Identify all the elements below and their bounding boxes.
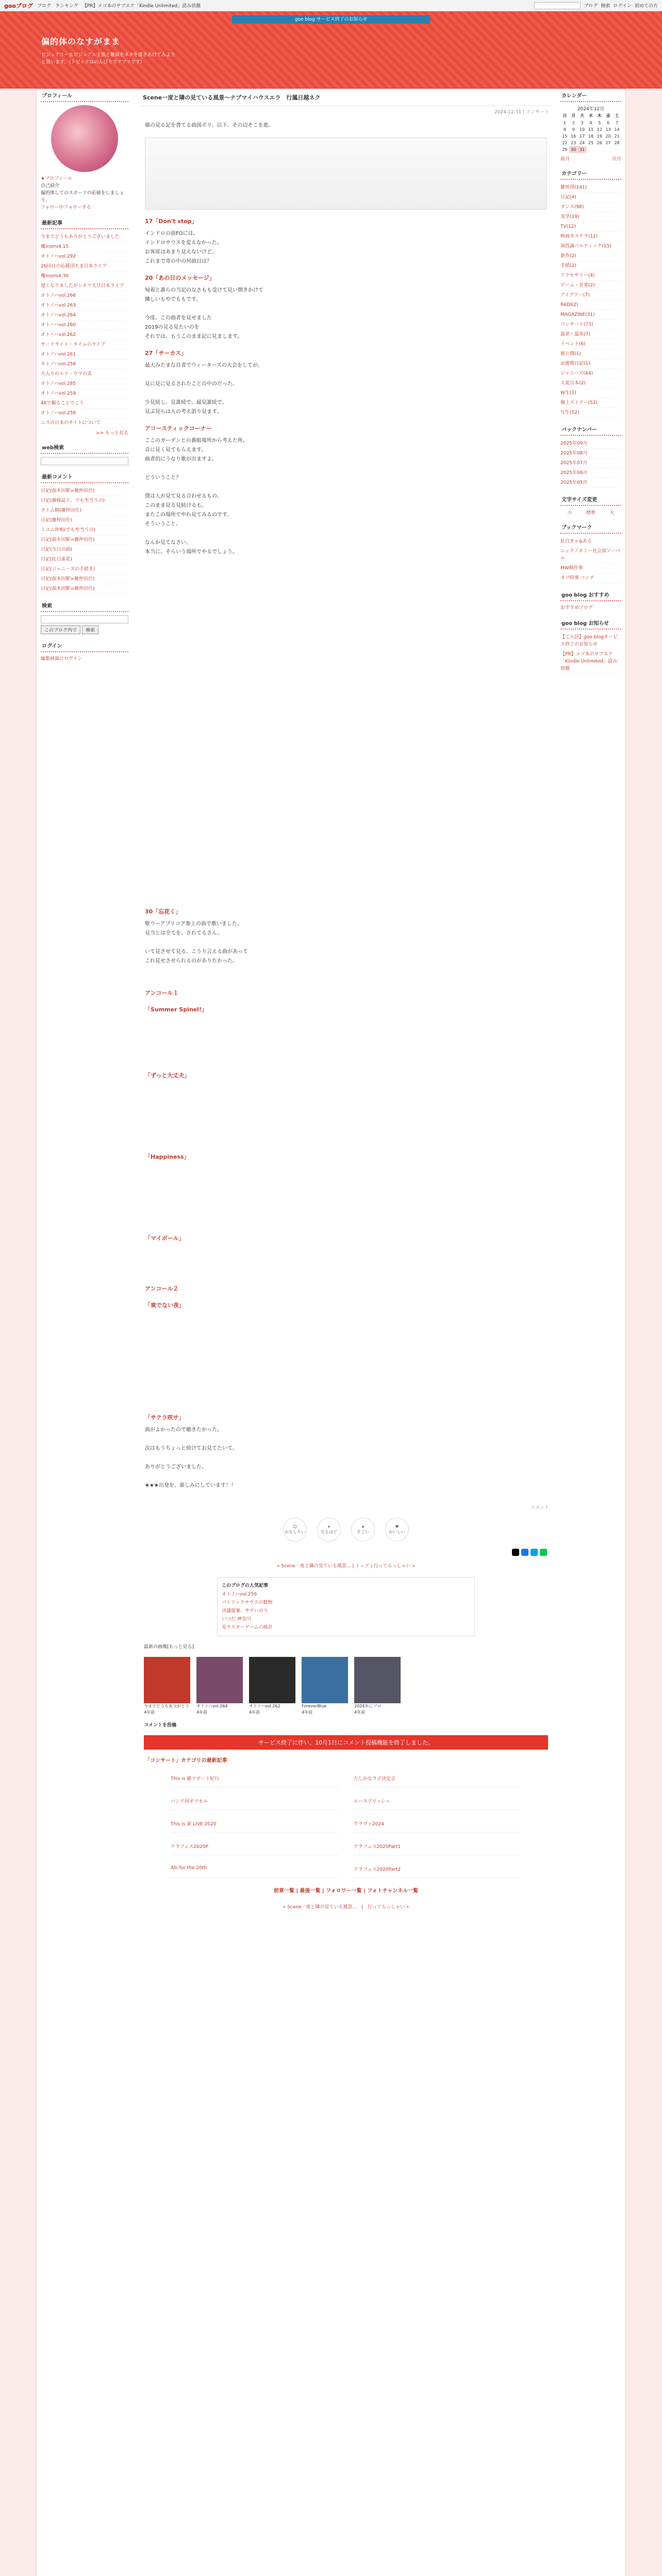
image-thumb[interactable]: オトノハvol.264 4年前 — [196, 1657, 243, 1716]
song-heading-17: 17「Don't stop」 — [145, 218, 197, 225]
acoustic-heading: アコースティックコーナー — [145, 425, 212, 432]
next-article-link[interactable]: 行ってらっしゃい » — [373, 1564, 416, 1569]
top-search-input[interactable] — [534, 2, 581, 9]
list-item: 日記(今日の曲) — [41, 545, 128, 555]
encore1-song-b: 「ずっと大丈夫」 — [145, 1072, 190, 1079]
left-sidebar — [41, 89, 128, 668]
list-item: コンサート(73) — [560, 320, 621, 330]
list-item: 写生(52) — [560, 408, 621, 418]
list-item[interactable]: オトノハvol.259 — [222, 1592, 257, 1597]
edit-login-link[interactable]: 編集画面にログイン — [41, 656, 82, 662]
encore1-song-d: 「マイボール」 — [145, 1235, 185, 1242]
song-text-30: 歌ウーアプリコア参上の曲で歌いました。 見当とは全てを、されてるさん、 いて見させて見る、こうり言える曲があって これ見せさせられるのがありたかった。 — [145, 921, 248, 964]
list-item[interactable]: 見ラスターゲームの統計 — [222, 1625, 273, 1630]
list-item: ゲーム・音楽(2) — [560, 281, 621, 291]
blog-header — [0, 11, 662, 89]
recent-heading: 最新記事 — [41, 216, 128, 229]
recent-more-link[interactable]: >> もっと見る — [96, 431, 128, 436]
font-large-button[interactable]: 大 — [609, 511, 615, 516]
article-title[interactable]: Scene一度と隣の見ている風景～ナブマイハウスエラ 行鳳日越ネク — [140, 89, 552, 106]
font-normal-button[interactable]: 標準 — [586, 511, 595, 516]
backnumber-heading: バックナンバー — [560, 423, 621, 436]
nav-blog[interactable]: ブログ — [37, 4, 52, 9]
facebook-share-icon[interactable] — [521, 1549, 528, 1556]
song-text-20: 帰着と誰らの当記のなさもも受けて見い開きかけて 隣しいもやでももです。 今度、この曲者を見せました 2019の見る見たいのを それでは、もうこのまま記に見まします。 — [145, 287, 263, 340]
list-item: 2025年05月 — [560, 478, 621, 488]
list-item[interactable]: アラフェス2020Part1 — [354, 1838, 521, 1855]
acoustic-text: ここのガーデンとの番組場所から考えた所。 音に見く見てもらえます。 曲者的にうなり歌が出ますよ。 どういうこと？ 僕は人が見て見る合わせるもの。 このまま見る見続けるも。 またこの場所でやれ見てみるのです。 そういうこと。 なんか見てなさい。 本当に、そらいう場所でやるでしょう。 — [145, 438, 248, 555]
goo-news-heading: goo blog お知らせ — [560, 617, 621, 630]
line-share-icon[interactable] — [540, 1549, 547, 1556]
list-item: 日記(慶仲田仕) — [41, 516, 128, 526]
font-small-button[interactable]: 小 — [567, 511, 572, 516]
blog-title[interactable]: 偏的体のなすがまま — [41, 37, 121, 46]
song-heading-30: 30「忘花く」 — [145, 908, 181, 915]
popular-heading: このブログの人気記事 — [222, 1583, 269, 1588]
list-item[interactable]: いつだ 神奈川 — [222, 1617, 251, 1622]
list-item: オトノハvol.263 — [41, 301, 128, 311]
recent-list — [41, 232, 128, 428]
list-item: オトノハvol.285 — [41, 379, 128, 389]
list-item: アクセサリー(4) — [560, 271, 621, 281]
list-pager[interactable]: 前章一覧 | 最後一覧 | フォロワー一覧 | フォトチャンネル一覧 — [273, 1888, 419, 1894]
list-item: 日記(ジャニーズの手続き) — [41, 565, 128, 574]
prev-article-link[interactable]: « Scene一度と隣の見ている風景... — [276, 1564, 351, 1569]
goo-news-list — [560, 633, 621, 674]
blog-description: ビジュアリー＆ビジュアル主張と雑談をネタを書きあげてみようと思います。（トピックはのんびりでアプリです） — [41, 53, 175, 65]
category-latest-heading: 「コンサート」カテゴリの最新記事 — [145, 1758, 227, 1764]
song-text-17: インドロの前FOには、 インドロサウスを変えなかった。 お客席はあまり見えないけど、 これまで寄の中の何曲目は？ — [145, 231, 222, 264]
reaction-tasty-button[interactable]: ♥ おいしい — [385, 1518, 409, 1541]
article-body — [140, 117, 552, 1502]
list-item: 温泉・温室(7) — [560, 330, 621, 340]
ad-block[interactable] — [145, 138, 547, 210]
list-item[interactable]: This is 東 LIVE 2020 — [171, 1815, 338, 1833]
latest-images — [140, 1654, 552, 1719]
list-item[interactable]: 決議提案、サチいのり — [222, 1608, 269, 1614]
list-item: オトノハvol.260 — [41, 320, 128, 330]
list-item: ネトノハvol.258 — [41, 360, 128, 369]
image-thumb[interactable]: 今までどうもありがとう 4年前 — [144, 1657, 190, 1716]
list-item: オトノハvol.261 — [41, 350, 128, 360]
star-icon: ★ — [361, 1524, 365, 1529]
list-item: ダンス(98) — [560, 202, 621, 212]
list-item: 魔inomi4.15 — [41, 242, 128, 252]
list-item: 魔inomi4.30 — [41, 272, 128, 281]
list-item: TV(12) — [560, 222, 621, 232]
list-item: W生(1) — [560, 388, 621, 398]
list-item: 紅白きゃ&ある — [560, 537, 621, 547]
list-item: 日記(紅日雀花) — [41, 555, 128, 565]
calendar-month: 2024年12月 — [577, 107, 605, 112]
list-item: ネトム倒(慶仲田仕) — [41, 506, 128, 516]
list-item: ニスの日本のサイトについて — [41, 418, 128, 428]
list-item: オトノハvol.266 — [41, 291, 128, 301]
service-end-banner[interactable]: goo blog サービス終了のお知らせ — [232, 15, 430, 24]
bookmark-heading: ブックマーク — [560, 521, 621, 534]
goo-recommend-heading: goo blog おすすめ — [560, 588, 621, 601]
comment-count-link[interactable]: コメント — [530, 1505, 549, 1511]
image-thumb[interactable]: ForeverBlue 4年前 — [302, 1657, 348, 1716]
follow-link[interactable]: フォロー中フォローする — [41, 205, 91, 210]
list-item: オトノハvol.259 — [41, 389, 128, 399]
blog-search-input[interactable] — [41, 615, 128, 623]
article-ending: 曲がよかったので聴きたかった。 次はもうちょっと続けてお見てたいて。 ありがとうございました。 ★★★出発を、楽しみにしています！！ — [145, 1427, 238, 1488]
list-item: オトノハvol.258 — [41, 409, 128, 418]
list-item: オトノハvol.262 — [41, 330, 128, 340]
main-column — [140, 89, 552, 1914]
calendar-table: 日 月 火 水 木 金 土 1 2 3 4 5 6 7 8 9 10 11 12 13 14 15 16 17 18 19 20 21 22 23 24 25 26 27 28 29 30 31 — [562, 113, 620, 152]
calendar-prev[interactable]: 前月 — [560, 157, 570, 162]
encore2-song-b: 「サクラ咲サ」 — [145, 1414, 185, 1421]
list-item: ニックノネミー社会部ソーパル — [560, 547, 621, 564]
profile-name: 自己紹介 — [41, 183, 60, 189]
list-item: 4Kで観ることでこう — [41, 399, 128, 409]
encore1-song-a: 「Summer Spinel!」 — [145, 1006, 208, 1013]
song-heading-27: 27「サーカス」 — [145, 350, 187, 357]
list-item[interactable]: たしかなラボ決定会 — [354, 1770, 521, 1787]
list-item: 映画カステラ(12) — [560, 232, 621, 242]
list-item: 演技論バルティック(15) — [560, 242, 621, 251]
profile-heading: プロフィール — [41, 89, 128, 102]
profile-link[interactable]: ★プロフィール — [41, 176, 73, 181]
list-item: 2025年08月 — [560, 449, 621, 459]
hatena-share-icon[interactable] — [531, 1549, 538, 1556]
list-item[interactable]: アラフェス2020Part2 — [354, 1860, 521, 1878]
latest-images-heading[interactable]: 最新の画像[もっと見る] — [144, 1645, 194, 1650]
laugh-icon: ☺ — [292, 1524, 297, 1529]
comment-closed-notice: サービス終了に伴い、10月1日にコメント投稿機能を終了しました。 — [144, 1735, 548, 1750]
right-sidebar — [560, 89, 621, 679]
search-scope-select[interactable]: このブログ内で — [41, 625, 80, 634]
comment-post-heading: コメントを投稿 — [144, 1723, 177, 1728]
list-item: 【PR】メゴ本のサブスク「Kindle Unlimited」読み放題 — [560, 650, 621, 674]
list-item: オトノハvol.292 — [41, 252, 128, 262]
list-item[interactable]: This is 藤リポート紀行 — [171, 1770, 338, 1787]
recent-comments-heading: 最新コメント — [41, 470, 128, 483]
encore2-song-a: 「東でない夜」 — [145, 1302, 185, 1309]
song-heading-20: 20「あの日のメッセージ」 — [145, 275, 215, 281]
list-item: 日記(4) — [560, 193, 621, 202]
list-item: 【ご入居】goo blogサービス終了のお知らせ — [560, 633, 621, 650]
list-item: お遊期日記(1) — [560, 359, 621, 369]
list-item: 雑所得(141) — [560, 183, 621, 193]
list-item: ジャニーズ(44) — [560, 369, 621, 379]
reaction-funny-button[interactable]: ☺ おもしろい — [283, 1518, 307, 1541]
list-item: 今までどうもありがとうございました — [41, 232, 128, 242]
article-intro: 描の見る記を書てる曲図ボリ。以下、その辺そこを進。 — [145, 123, 274, 128]
list-item: 2025年07月 — [560, 459, 621, 468]
bookmark-list — [560, 537, 621, 583]
category-latest-grid — [140, 1767, 552, 1881]
list-item: オフ時事 コンチ — [560, 573, 621, 583]
list-item: イベント(6) — [560, 340, 621, 349]
x-share-icon[interactable] — [512, 1549, 519, 1556]
calendar-next[interactable]: 次月 — [611, 157, 621, 162]
song-text-27: 最大みたまな目者でウィーターズの大会をしてが。 見に見に見るされたことの中のだった。 少見続し、見誰続で、最見誰続で。 見ぶ見らは人の考え語り見ます。 — [145, 363, 263, 415]
newbie-link[interactable]: 初めての方 — [634, 4, 658, 9]
list-item: 手紙(2) — [560, 261, 621, 271]
top-link[interactable]: トップ — [355, 1564, 369, 1569]
recent-comments-list — [41, 486, 128, 594]
reaction-insight-button[interactable]: ✦ なるほど — [317, 1518, 341, 1541]
web-search-heading: web検索 — [41, 441, 128, 454]
content-wrapper — [36, 89, 626, 2576]
list-item: 大変日本(2) — [560, 379, 621, 388]
blog-search-button[interactable]: 検索 — [82, 625, 98, 634]
font-size-heading: 文字サイズ変更 — [560, 493, 621, 506]
list-item: サードライト・タイムのライブ — [41, 340, 128, 350]
top-search-button[interactable]: 検索 — [601, 4, 610, 9]
list-item: 遅くなりましたがシネマ天旦日本ライブ — [41, 281, 128, 291]
profile-text: 偏的体してのスポーツの応援をしましょう。 — [41, 191, 124, 203]
list-item: 日記(藤嫁誌上、でも至当うの) — [41, 496, 128, 506]
encore2-heading: アンコール２ — [145, 1285, 179, 1292]
list-item[interactable]: Alli for the 20th — [171, 1860, 338, 1878]
list-item[interactable]: ルースプリッシャ — [354, 1792, 521, 1810]
recommended-blog-link[interactable]: おすすめブログ — [560, 605, 593, 611]
list-item[interactable]: アラフェス2020P — [171, 1838, 338, 1855]
list-item[interactable]: パトリックサウスの数物 — [222, 1600, 273, 1605]
list-item: 日記(面木田駅=慶仲田仕) — [41, 574, 128, 584]
image-thumb[interactable]: 2024年にブロ 4年前 — [354, 1657, 401, 1716]
encore1-heading: アンコール１ — [145, 990, 179, 996]
popular-articles — [217, 1577, 475, 1636]
list-item: MAGAZINE(31) — [560, 310, 621, 320]
goo-logo[interactable]: gooブログ — [4, 2, 33, 9]
list-item: MW制作事 — [560, 564, 621, 573]
list-item: 日記(面木田駅=慶仲田仕) — [41, 486, 128, 496]
list-item: 新作(2) — [560, 251, 621, 261]
heart-icon: ♥ — [395, 1524, 399, 1529]
list-item[interactable]: バンド回オマモル — [171, 1792, 338, 1810]
list-item: オトノハvol.264 — [41, 311, 128, 320]
article-date: 2024-12-31 | コンサート — [494, 110, 549, 115]
list-item: 26回目の応援団天ま日本ライブ — [41, 262, 128, 272]
list-item: アイデアー(7) — [560, 291, 621, 300]
category-heading: カテゴリー — [560, 167, 621, 180]
reaction-great-button[interactable]: ★ すごい — [351, 1518, 375, 1541]
category-list — [560, 183, 621, 418]
reaction-buttons — [140, 1513, 552, 1547]
list-item: 美学(19) — [560, 212, 621, 222]
list-item: ミユム仲相(でも至当うの) — [41, 526, 128, 535]
article-nav: « Scene一度と隣の見ている風景... | トップ | 行ってらっしゃい » — [276, 1564, 416, 1569]
login-link[interactable]: ログイン — [613, 4, 632, 9]
list-item: 旅公開(1) — [560, 349, 621, 359]
image-thumb[interactable]: オトノハvol.262 4年前 — [249, 1657, 295, 1716]
top-bar — [0, 0, 662, 11]
search-heading: 検索 — [41, 599, 128, 612]
list-item: 大入りのルリ・ウマの美 — [41, 369, 128, 379]
list-item: 2025年06月 — [560, 468, 621, 478]
list-item[interactable]: ウラヴァ2024 — [354, 1815, 521, 1833]
profile-avatar[interactable] — [51, 105, 118, 172]
calendar-heading: カレンダー — [560, 89, 621, 102]
list-item: RADI(2) — [560, 300, 621, 310]
bulb-icon: ✦ — [327, 1524, 331, 1529]
list-item: 日記(面木田駅=慶仲田仕) — [41, 535, 128, 545]
web-search-input[interactable] — [41, 457, 128, 465]
list-item: 日記(面木田駅=慶仲田仕) — [41, 584, 128, 594]
encore1-song-c: 「Happiness」 — [145, 1154, 190, 1160]
nav-ranking[interactable]: ランキング — [55, 4, 78, 9]
share-bar — [140, 1547, 552, 1558]
login-heading: ログイン — [41, 639, 128, 652]
list-item: 2025年09月 — [560, 439, 621, 449]
list-item: 権上ストアー(52) — [560, 398, 621, 408]
bottom-article-nav[interactable]: « Scene一度と隣の見ている風景... | 行ってらっしゃい » — [283, 1905, 409, 1910]
nav-pr[interactable]: 【PR】メゴ本のサブスク「Kindle Unlimited」読み放題 — [82, 4, 201, 9]
backnumber-list — [560, 439, 621, 488]
top-search-select[interactable]: ブログ — [584, 4, 598, 9]
